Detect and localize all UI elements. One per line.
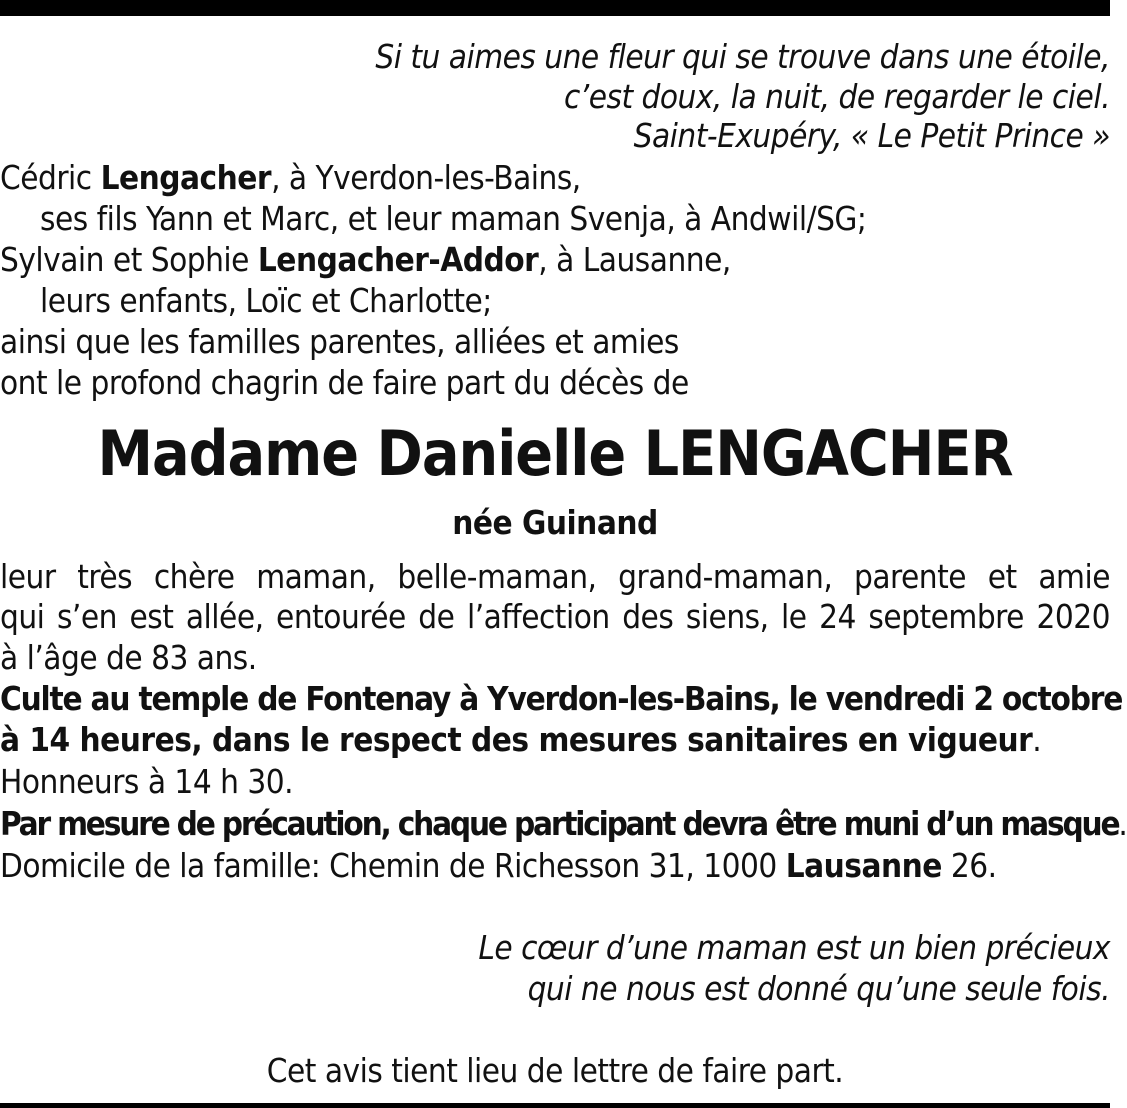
family-line-3-post: , à Lausanne, — [538, 240, 731, 279]
family-line-3-surname: Lengacher-Addor — [257, 240, 539, 279]
family-line-6: ont le profond chagrin de faire part du décès de — [0, 363, 689, 402]
body-line-1: leur très chère maman, belle-maman, grand-maman, parente et amie — [0, 557, 1110, 596]
service-line-2 — [0, 720, 1110, 760]
quote-attribution: Saint-Exupéry, « Le Petit Prince » — [633, 116, 1110, 155]
family-line-1 — [0, 158, 1110, 198]
body-line-2: qui s’en est allée, entourée de l’affection des siens, le 24 septembre 2020 — [0, 597, 1110, 636]
bottom-rule — [0, 1103, 1110, 1108]
quote-line-2: c’est doux, la nuit, de regarder le ciel. — [563, 77, 1110, 116]
mask-line — [0, 804, 1127, 844]
domicile-line — [0, 846, 1110, 886]
mask-line-post: . — [1118, 804, 1127, 843]
family-line-1-pre: Cédric — [0, 158, 101, 197]
family-line-2: ses fils Yann et Marc, et leur maman Svenja, à Andwil/SG; — [40, 199, 867, 238]
honneurs-line: Honneurs à 14 h 30. — [0, 762, 294, 801]
quote-line-1: Si tu aimes une fleur qui se trouve dans une étoile, — [375, 37, 1110, 76]
family-line-4: leurs enfants, Loïc et Charlotte; — [40, 281, 492, 320]
top-rule — [0, 0, 1110, 16]
service-line-2-bold: à 14 heures, dans le respect des mesures sanitaires en vigueur — [0, 720, 1033, 759]
family-line-3-pre: Sylvain et Sophie — [0, 240, 258, 279]
closing-quote-line-2: qui ne nous est donné qu’une seule fois. — [527, 969, 1110, 1008]
family-line-1-surname: Lengacher — [100, 158, 272, 197]
deceased-birth-name: née Guinand — [452, 503, 658, 542]
family-line-1-post: , à Yverdon-les-Bains, — [271, 158, 581, 197]
service-line-2-post: . — [1032, 720, 1042, 759]
closing-quote-line-1: Le cœur d’une maman est un bien précieux — [478, 928, 1110, 967]
family-line-3 — [0, 240, 1110, 280]
footer-note: Cet avis tient lieu de lettre de faire part. — [266, 1051, 844, 1090]
domicile-line-pre: Domicile de la famille: Chemin de Richesson 31, 1000 — [0, 846, 786, 885]
domicile-line-post: 26. — [941, 846, 997, 885]
family-line-5: ainsi que les familles parentes, alliées et amies — [0, 322, 679, 361]
service-line-1: Culte au temple de Fontenay à Yverdon-les-Bains, le vendredi 2 octobre — [0, 679, 1123, 718]
domicile-line-city: Lausanne — [785, 846, 942, 885]
body-line-3: à l’âge de 83 ans. — [0, 638, 257, 677]
deceased-name: Madame Danielle LENGACHER — [97, 417, 1013, 490]
mask-line-bold: Par mesure de précaution, chaque participant devra être muni d’un masque — [0, 804, 1119, 843]
